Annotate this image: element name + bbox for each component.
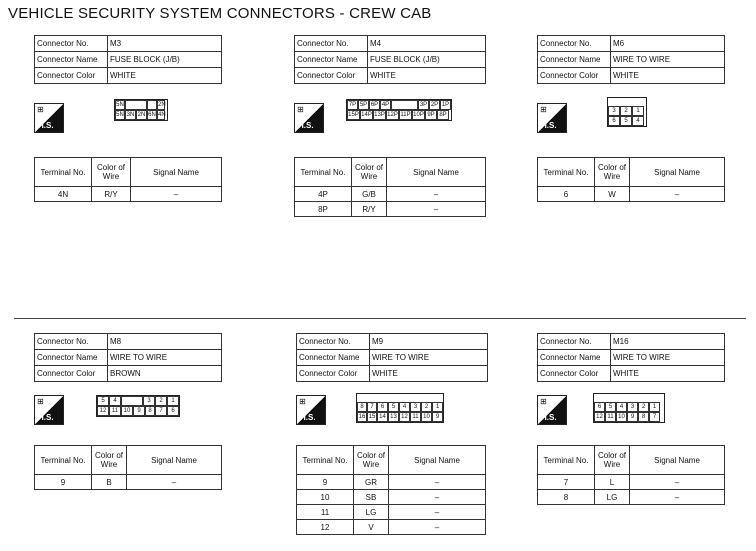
signal-name-cell: – [630,187,725,202]
pin: 4 [616,402,627,412]
hs-label: H.S. [541,121,557,130]
signal-name-cell: – [389,490,486,505]
pin: 7P [348,102,357,108]
pin: 11 [605,412,616,422]
table-row [538,187,725,202]
terminal-no-cell: 12 [297,520,354,535]
connector-face-diagram [356,393,444,423]
terminal-no-header: Terminal No. [297,446,354,475]
pin: 11 [410,412,421,422]
wire-color-header: Color of Wire [92,446,127,475]
page-title: VEHICLE SECURITY SYSTEM CONNECTORS - CREW CAB [8,5,432,22]
pin: 4 [109,396,121,406]
connector-color-label: Connector Color [538,68,611,84]
pin: 2N [158,102,166,108]
pin: 6 [167,406,179,416]
connector-color-value: WHITE [108,68,222,84]
terminal-no-header: Terminal No. [35,158,92,187]
connector-color-label: Connector Color [297,366,370,382]
connector-block-m4 [294,35,494,214]
pin: 15P [348,112,359,118]
pin: 5 [620,116,632,126]
pin: 4 [632,116,644,126]
pin: 9 [432,412,443,422]
terminal-table [537,157,725,202]
connector-color-value: WHITE [370,366,488,382]
pin: 6 [608,116,620,126]
table-row [538,475,725,490]
terminal-no-cell: 4N [35,187,92,202]
connector-no-value: M3 [108,36,222,52]
signal-name-cell: – [131,187,222,202]
wire-color-header: Color of Wire [595,446,630,475]
connector-face-diagram [114,99,168,121]
pin: 8 [638,412,649,422]
connector-info-table [34,35,222,84]
pin: 7 [367,402,377,412]
connector-color-label: Connector Color [35,68,108,84]
wire-color-header: Color of Wire [352,158,387,187]
wire-color-cell: W [595,187,630,202]
signal-name-header: Signal Name [387,158,486,187]
signal-name-header: Signal Name [389,446,486,475]
connector-color-value: WHITE [368,68,486,84]
wire-color-cell: L [595,475,630,490]
connector-no-value: M9 [370,334,488,350]
pin: 4P [381,102,390,108]
terminal-no-header: Terminal No. [295,158,352,187]
pin: 6P [370,102,379,108]
pin: 1 [632,106,644,116]
harness-side-icon [537,395,567,425]
harness-side-icon [34,395,64,425]
pin: 4 [399,402,410,412]
terminal-no-header: Terminal No. [35,446,92,475]
signal-name-header: Signal Name [127,446,222,475]
connector-info-table [296,333,488,382]
pin: 15 [368,414,376,420]
pin: 7 [649,412,660,422]
terminal-no-cell: 10 [297,490,354,505]
connector-no-value: M6 [611,36,725,52]
connector-name-value: WIRE TO WIRE [370,350,488,366]
connector-info-table [294,35,486,84]
pin: 2N [137,112,146,118]
connector-block-m6 [537,35,737,199]
connector-no-value: M8 [108,334,222,350]
connector-no-label: Connector No. [538,36,611,52]
connector-name-value: WIRE TO WIRE [611,350,725,366]
pin: 11P [400,112,411,118]
wire-color-cell: LG [595,490,630,505]
connector-name-value: FUSE BLOCK (J/B) [368,52,486,68]
hs-label: H.S. [38,121,54,130]
pin: 3 [410,402,421,412]
connector-name-label: Connector Name [35,350,108,366]
table-row [538,490,725,505]
pin: 3 [143,396,155,406]
connector-info-table [34,333,222,382]
pin: 5N [116,102,124,108]
pin: 6N [148,112,156,118]
pin: 9P [425,110,437,120]
pin: 5P [359,102,368,108]
wire-color-header: Color of Wire [354,446,389,475]
connector-color-value: BROWN [108,366,222,382]
wire-color-header: Color of Wire [92,158,131,187]
pin: 2 [620,106,632,116]
pin: 10 [616,412,627,422]
pin [125,100,147,110]
connector-name-label: Connector Name [295,52,368,68]
connector-name-value: WIRE TO WIRE [108,350,222,366]
terminal-table [294,157,486,217]
connector-no-label: Connector No. [295,36,368,52]
pin: 5 [97,396,109,406]
connector-color-label: Connector Color [538,366,611,382]
terminal-no-cell: 9 [35,475,92,490]
harness-side-icon [296,395,326,425]
connector-info-table [537,333,725,382]
pin: 10P [413,112,424,118]
pin: 3 [608,106,620,116]
pin: 2 [155,396,167,406]
wire-color-cell: LG [354,505,389,520]
connector-color-value: WHITE [611,366,725,382]
signal-name-header: Signal Name [131,158,222,187]
hs-label: H.S. [38,413,54,422]
connector-name-label: Connector Name [297,350,370,366]
pin: 11 [109,406,121,416]
wire-color-header: Color of Wire [595,158,630,187]
signal-name-cell: – [389,475,486,490]
connector-name-value: FUSE BLOCK (J/B) [108,52,222,68]
wire-color-cell: G/B [352,187,387,202]
wire-color-cell: GR [354,475,389,490]
pin: 2 [638,402,649,412]
table-row [297,505,486,520]
connector-no-label: Connector No. [35,36,108,52]
harness-side-icon [34,103,64,133]
connector-no-value: M4 [368,36,486,52]
hs-label: H.S. [541,413,557,422]
pin: 7 [155,406,167,416]
terminal-table [34,445,222,490]
terminal-table [537,445,725,505]
connector-name-label: Connector Name [538,350,611,366]
pin: 9 [133,406,145,416]
pin: 5 [388,402,399,412]
pin: 6 [594,402,605,412]
connector-color-label: Connector Color [295,68,368,84]
pin: 3N [126,112,135,118]
harness-side-icon [294,103,324,133]
pin: 1 [432,402,443,412]
table-row [297,490,486,505]
connector-no-label: Connector No. [538,334,611,350]
harness-connector-icon: ⊞ [540,105,547,114]
connector-block-m3 [34,35,234,199]
connector-no-label: Connector No. [35,334,108,350]
pin: 1P [441,102,450,108]
connector-face-diagram [593,393,665,423]
connector-face-diagram [96,395,180,417]
signal-name-cell: – [387,202,486,217]
wire-color-cell: R/Y [92,187,131,202]
pin: 5N [116,112,124,118]
terminal-no-cell: 8P [295,202,352,217]
connector-no-label: Connector No. [297,334,370,350]
wire-color-cell: SB [354,490,389,505]
table-row [297,520,486,535]
connector-color-value: WHITE [611,68,725,84]
pin: 3P [419,102,428,108]
connector-color-label: Connector Color [35,366,108,382]
pin: 10 [421,412,432,422]
pin: 13 [388,412,399,422]
pin: 12 [97,406,109,416]
pin: 2 [421,402,432,412]
harness-connector-icon: ⊞ [37,397,44,406]
pin: 8 [357,402,367,412]
pin: 6 [377,402,388,412]
terminal-no-cell: 9 [297,475,354,490]
signal-name-cell: – [387,187,486,202]
pin: 4N [158,112,166,118]
connector-no-value: M16 [611,334,725,350]
connector-name-label: Connector Name [538,52,611,68]
pin: 8 [145,406,155,416]
harness-connector-icon: ⊞ [37,105,44,114]
signal-name-cell: – [389,520,486,535]
connector-block-m8 [34,333,234,487]
table-row [35,475,222,490]
table-row [297,475,486,490]
signal-name-header: Signal Name [630,446,725,475]
connector-face-diagram [607,97,647,127]
pin: 12 [399,412,410,422]
pin [121,396,143,406]
wire-color-cell: R/Y [352,202,387,217]
pin: 14 [377,412,388,422]
connector-name-value: WIRE TO WIRE [611,52,725,68]
terminal-no-cell: 4P [295,187,352,202]
harness-side-icon [537,103,567,133]
signal-name-cell: – [389,505,486,520]
pin: 8P [437,110,449,120]
wire-color-cell: B [92,475,127,490]
harness-connector-icon: ⊞ [297,105,304,114]
harness-connector-icon: ⊞ [540,397,547,406]
terminal-table [34,157,222,202]
pin: 12P [387,112,398,118]
wire-color-cell: V [354,520,389,535]
connector-block-m16 [537,333,737,502]
signal-name-cell: – [630,490,725,505]
pin: 1 [649,402,660,412]
connector-name-label: Connector Name [35,52,108,68]
signal-name-header: Signal Name [630,158,725,187]
pin: 2P [430,102,439,108]
table-row [295,187,486,202]
terminal-no-header: Terminal No. [538,158,595,187]
pin: 12 [594,412,605,422]
connector-block-m9 [296,333,496,532]
pin: 14P [361,112,372,118]
table-row [295,202,486,217]
connector-info-table [537,35,725,84]
pin: 5 [605,402,616,412]
signal-name-cell: – [127,475,222,490]
signal-name-cell: – [630,475,725,490]
terminal-no-cell: 11 [297,505,354,520]
terminal-no-header: Terminal No. [538,446,595,475]
terminal-no-cell: 7 [538,475,595,490]
terminal-table [296,445,486,535]
terminal-no-cell: 6 [538,187,595,202]
pin: 9 [627,412,638,422]
hs-label: H.S. [298,121,314,130]
pin: 1 [167,396,179,406]
table-row [35,187,222,202]
pin: 3 [627,402,638,412]
section-divider [14,318,746,319]
pin: 10 [121,406,133,416]
hs-label: H.S. [300,413,316,422]
connector-face-diagram [346,99,452,121]
harness-connector-icon: ⊞ [299,397,306,406]
pin: 13P [374,112,385,118]
pin: 16 [358,414,366,420]
pin [147,100,157,110]
terminal-no-cell: 8 [538,490,595,505]
pin [391,100,418,110]
